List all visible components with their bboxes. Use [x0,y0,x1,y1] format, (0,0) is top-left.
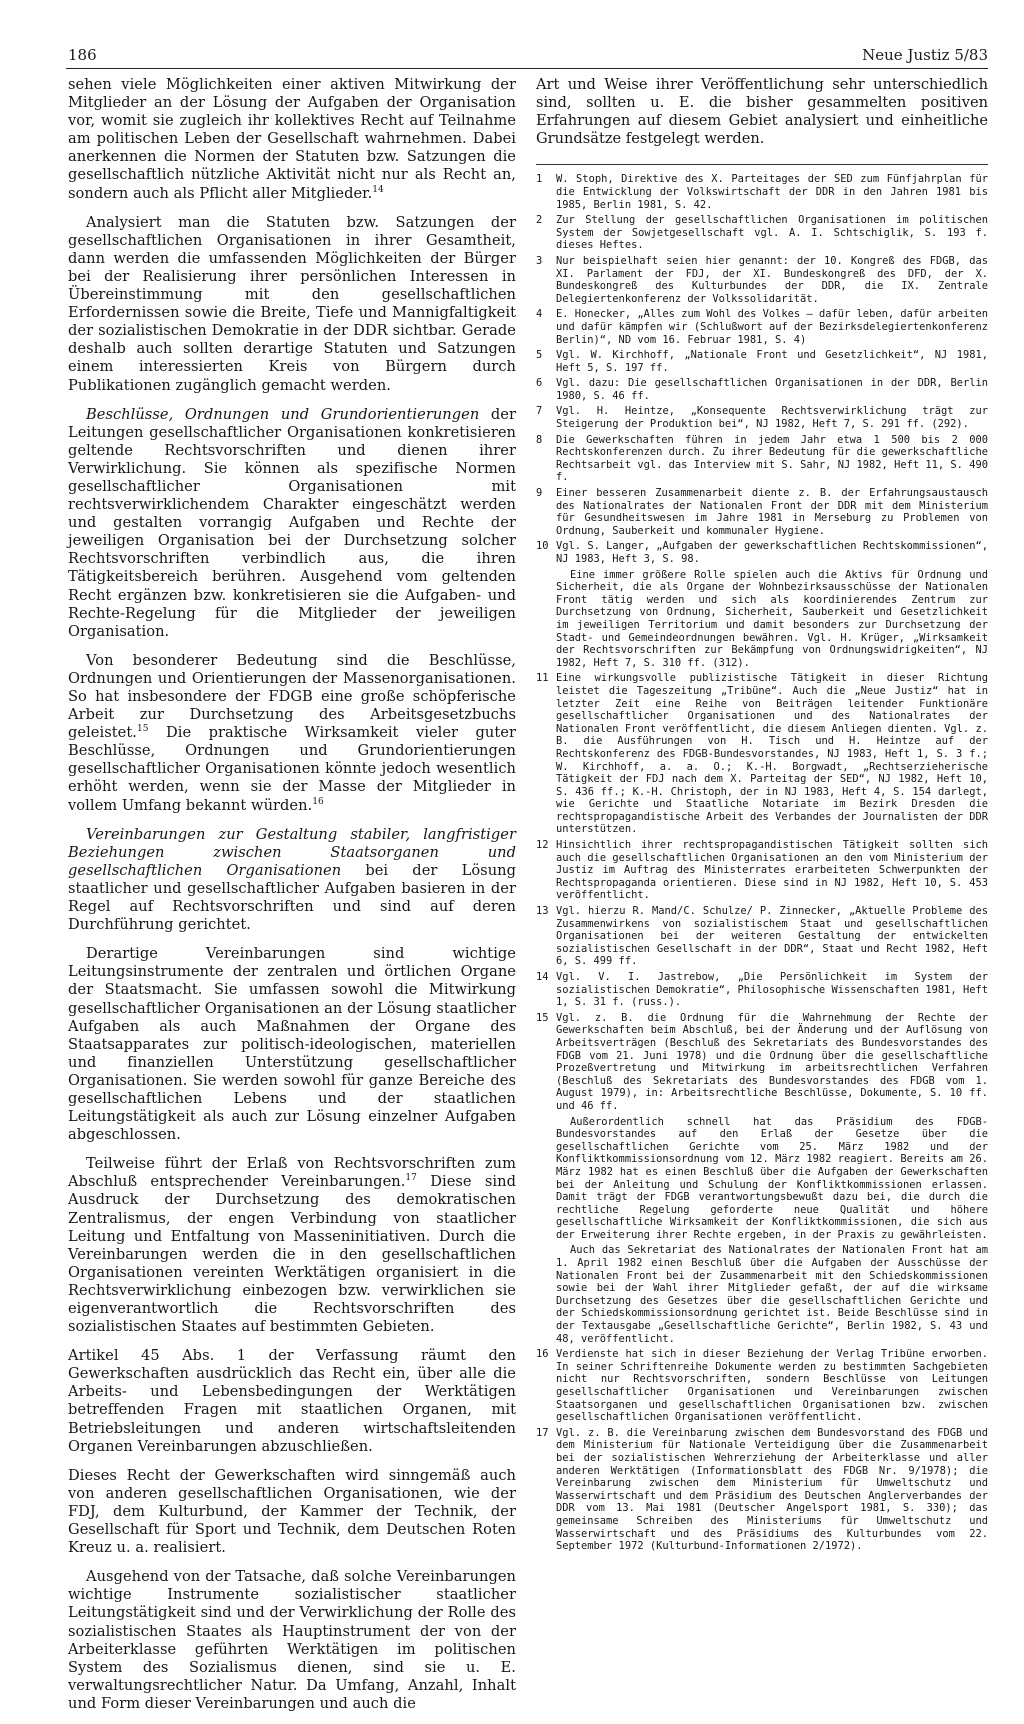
paragraph: Dieses Recht der Gewerkschaften wird sinngemäß auch von anderen gesellschaftlichen Organisationen, wie der FDJ, dem Kulturbund, der Kammer der Technik, der Gesellschaft für Sport und Technik, dem Deutschen Roten Kreuz u. a. realisiert. [68,1466,516,1557]
footnote-item [536,1012,988,1113]
footnote-text: Vgl. W. Kirchhoff, „Nationale Front und Gesetzlichkeit“, NJ 1981, Heft 5, S. 197 ff. [556,349,988,374]
footnote-number: 7 [536,405,543,418]
footnote-item [536,839,988,902]
journal-issue: Neue Justiz 5/83 [862,46,988,64]
footnote-item [536,434,988,484]
footnote-text: E. Honecker, „Alles zum Wohl des Volkes – dafür leben, dafür arbeiten und dafür kämpfen wir (Schlußwort auf der Bezirksdelegiertenkonferenz Berlin)“, ND vom 16. Februar 1981, S. 4) [556,308,988,346]
footnote-text: Hinsichtlich ihrer rechtspropagandistischen Tätigkeit sollten sich auch die gesellschaftlichen Organisationen an den vom Ministerium der Justiz im Auftrag des Ministerrates erarbeiteten Schwerpunkten der Rechtspropaganda orientieren. Diese sind in NJ 1982, Heft 10, S. 453 veröffentlicht. [556,839,988,902]
footnote-item [536,405,988,430]
page-number: 186 [68,46,97,64]
footnote-text: Zur Stellung der gesellschaftlichen Organisationen im politischen System der Sowjetgesellschaft vgl. A. I. Schtschiglik, S. 193 f. dieses Heftes. [556,214,988,252]
footnote-number: 1 [536,173,543,186]
continued-paragraph: Art und Weise ihrer Veröffentlichung sehr unterschiedlich sind, sollten u. E. die bisher gesammelten positiven Erfahrungen auf diesem Gebiet analysiert und einheitliche Grundsätze festgelegt werden. [536,76,988,148]
footnote-item [536,349,988,374]
footnote-number: 13 [536,905,549,918]
paragraph-lead: Vereinbarungen zur Gestaltung stabiler, langfristiger Beziehungen zwischen Staatsorganen und gesellschaftlichen Organisationen [68,825,516,879]
paragraph: Vereinbarungen zur Gestaltung stabiler, langfristiger Beziehungen zwischen Staatsorganen und gesellschaftlichen Organisationen bei der Lösung staatlicher und gesellschaftlicher Aufgaben basieren in der Regel auf Rechtsvorschriften und sind auf deren Durchführung gerichtet. [68,825,516,934]
footnote-number: 8 [536,433,543,446]
footnote-item [536,1427,988,1553]
footnotes [536,173,988,1552]
footnote-item [536,377,988,402]
footnote-number: 5 [536,349,543,362]
footnote-item [536,971,988,1009]
paragraph: Artikel 45 Abs. 1 der Verfassung räumt den Gewerkschaften ausdrücklich das Recht ein, über alle die Arbeits- und Lebensbedingungen der Werktätigen betreffenden Fragen mit staatlichen Organen, mit Betriebsleitungen und anderen wirtschaftsleitenden Organen Vereinbarungen abzuschließen. [68,1347,516,1455]
main-text-column [68,76,516,1724]
footnote-item [536,487,988,537]
footnote-item [536,255,988,305]
footnote-text: Vgl. V. I. Jastrebow, „Die Persönlichkeit im System der sozialistischen Demokratie“, Philosophische Wissenschaften 1981, Heft 1, S. 31 f. (russ.). [556,971,988,1009]
footnote-item [536,672,988,836]
footnote-continuation: Eine immer größere Rolle spielen auch die Aktivs für Ordnung und Sicherheit, die als Organe der Wohnbezirksausschüsse der Nationalen Front tätig werden und sich als koordinierendes Zentrum zur Durchsetzung von Ordnung, Sicherheit, Sauberkeit und Gesetzlichkeit im jeweiligen Territorium und damit besonders zur Durchsetzung der Stadt- und Gemeindeordnungen bewähren. Vgl. H. Krüger, „Wirksamkeit der Rechtsvorschriften zur Bekämpfung von Ordnungswidrigkeiten“, NJ 1982, Heft 7, S. 310 ff. (312). [556,568,988,669]
footnote-continuation: Auch das Sekretariat des Nationalrates der Nationalen Front hat am 1. April 1982 einen Beschluß über die Aufgaben der Ausschüsse der Nationalen Front bei der Zusammenarbeit mit den Schiedskommissionen sowie bei der Wahl ihrer Mitglieder gefaßt, der auf die wirksame Durchsetzung des Gesetzes über die gesellschaftlichen Gerichte und der Schiedskommissionsordnung gerichtet ist. Beide Beschlüsse sind in der Textausgabe „Gesellschaftliche Gerichte“, Berlin 1982, S. 43 und 48, veröffentlicht. [556,1244,988,1345]
header-rule [66,68,988,69]
footnote-text: Einer besseren Zusammenarbeit diente z. B. der Erfahrungsaustausch des Nationalrates der Nationalen Front der DDR mit dem Ministerium für Gesundheitswesen im Jahre 1981 in Merseburg zu Problemen von Ordnung, Sauberkeit und kommunaler Hygiene. [556,487,988,537]
footnote-item [536,173,988,211]
footnote-text: Vgl. S. Langer, „Aufgaben der gewerkschaftlichen Rechtskommissionen“, NJ 1983, Heft 3, S. 98. [556,540,988,565]
footnote-number: 16 [536,1348,549,1361]
footnote-number: 12 [536,839,549,852]
footnote-item [536,540,988,565]
footnote-number: 11 [536,672,549,685]
footnote-item [536,214,988,252]
footnote-text: Die Gewerkschaften führen in jedem Jahr etwa 1 500 bis 2 000 Rechtskonferenzen durch. Zu ihrer Bedeutung für die gewerkschaftliche Rechtsarbeit vgl. das Interview mit S. Sahr, NJ 1982, Heft 11, S. 490 f. [556,433,988,484]
paragraph-lead: Beschlüsse, Ordnungen und Grundorientierungen [86,405,480,423]
footnote-text: Eine wirkungsvolle publizistische Tätigkeit in dieser Richtung leistet die Tageszeitung „Tribüne“. Auch die „Neue Justiz“ hat in letzter Zeit eine Reihe von Beiträgen leitender Funktionäre gesellschaftlicher Organisationen und des Nationalrates der Nationalen Front veröffentlicht, die diesem Anliegen dienten. Vgl. z. B. die Ausführungen von H. Tisch und H. Heintze auf der Rechtskonferenz des FDGB-Bundesvorstandes, NJ 1983, Heft 1, S. 3 f.; W. Kirchhoff, a. a. O.; K.-H. Borgwadt, „Rechtserzieherische Tätigkeit der FDJ nach dem X. Parteitag der SED“, NJ 1982, Heft 10, S. 436 ff.; K.-H. Christoph, der in NJ 1983, Heft 4, S. 154 darlegt, wie Gerichte und Staatliche Notariate im Bezirk Dresden die rechtspropagandistische Arbeit des Verbandes der Journalisten der DDR unterstützen. [556,672,988,836]
paragraph: Ausgehend von der Tatsache, daß solche Vereinbarungen wichtige Instrumente sozialistischer staatlicher Leitungstätigkeit sind und der Verwirklichung der Rolle des sozialistischen Staates als Hauptinstrument der von der Arbeiterklasse geführten Werktätigen im politischen System des Sozialismus dienen, sind sie u. E. verwaltungsrechtlicher Natur. Da Umfang, Anzahl, Inhalt und Form dieser Vereinbarungen und auch die [68,1568,516,1712]
footnote-number: 14 [536,971,549,983]
footnote-text: Vgl. H. Heintze, „Konsequente Rechtsverwirklichung trägt zur Steigerung der Produktion bei“, NJ 1982, Heft 7, S. 291 ff. (292). [556,405,988,431]
paragraph: Analysiert man die Statuten bzw. Satzungen der gesellschaftlichen Organisationen in ihrer Gesamtheit, dann werden die umfassenden Möglichkeiten der Bürger bei der Realisierung ihrer persönlichen Interessen in Übereinstimmung mit den gesellschaftlichen Erfordernissen sowie die Breite, Tiefe und Mannigfaltigkeit der sozialistischen Demokratie in der DDR sichtbar. Gerade deshalb auch sollten derartige Statuten und Satzungen einem interessierten Kreis von Bürgern durch Publikationen zugänglich gemacht werden. [68,213,516,394]
footnote-text: Verdienste hat sich in dieser Beziehung der Verlag Tribüne erworben. In seiner Schriftenreihe Dokumente werden zu bestimmten Sachgebieten nicht nur Rechtsvorschriften, sondern Beschlüsse von Leitungen gesellschaftlicher Organisationen und Vereinbarungen zwischen Staatsorganen und gesellschaftlichen Organisationen bzw. zwischen gesellschaftlichen Organisationen veröffentlicht. [556,1348,988,1424]
footnote-number: 15 [536,1011,549,1024]
footnote-rule [536,164,988,165]
footnote-text: Nur beispielhaft seien hier genannt: der 10. Kongreß des FDGB, das XI. Parlament der FDJ, der XI. Bundeskongreß des DFD, der X. Bundeskongreß des Kulturbundes der DDR, die IX. Zentrale Delegiertenkonferenz der Volkssolidarität. [556,254,988,305]
footnote-continuation: Außerordentlich schnell hat das Präsidium des FDGB-Bundesvorstandes auf den Erlaß der Gesetze über die gesellschaftlichen Gerichte vom 25. März 1982 und der Konfliktkommissionsordnung vom 12. März 1982 reagiert. Bereits am 26. März 1982 hat es einen Beschluß über die Aufgaben der Gewerkschaften bei der Anleitung und Schulung der Konfliktkommissionen erlassen. Damit trägt der FDGB verantwortungsbewußt dazu bei, die durch die rechtliche Regelung geforderte neue Qualität und höhere gesellschaftliche Wirksamkeit der Konfliktkommissionen, die sich aus der Erweiterung ihrer Rechte ergeben, in der Praxis zu gewährleisten. [556,1115,988,1241]
footnote-text: W. Stoph, Direktive des X. Parteitages der SED zum Fünfjahrplan für die Entwicklung der Volkswirtschaft der DDR in den Jahren 1981 bis 1985, Berlin 1981, S. 42. [556,173,988,211]
paragraph: Derartige Vereinbarungen sind wichtige Leitungsinstrumente der zentralen und örtlichen Organe der Staatsmacht. Sie umfassen sowohl die Mitwirkung gesellschaftlicher Organisationen an der Lösung staatlicher Aufgaben als auch Maßnahmen der Organe des Staatsapparates zur politisch-ideologischen, materiellen und finanziellen Unterstützung gesellschaftlicher Organisationen. Sie werden sowohl für ganze Bereiche des gesellschaftlichen Lebens und der staatlichen Leitungstätigkeit als auch zur Lösung einzelner Aufgaben abgeschlossen. [68,945,516,1144]
footnote-number: 3 [536,254,543,267]
footnote-number: 10 [536,540,549,553]
footnote-text: Vgl. hierzu R. Mand/C. Schulze/ P. Zinnecker, „Aktuelle Probleme des Zusammenwirkens von sozialistischem Staat und gesellschaftlichen Organisationen bei der weiteren Gestaltung der entwickelten sozialistischen Gesellschaft in der DDR“, Staat und Recht 1982, Heft 6, S. 499 ff. [556,905,988,968]
footnote-text: Vgl. z. B. die Ordnung für die Wahrnehmung der Rechte der Gewerkschaften beim Abschluß, bei der Änderung und der Auflösung von Arbeitsverträgen (Beschluß des Sekretariats des Bundesvorstandes des FDGB vom 21. Juni 1978) und die Ordnung über die gesellschaftliche Prozeßvertretung und Mitwirkung im arbeitsrechtlichen Verfahren (Beschluß des Sekretariats des Bundesvorstandes des FDGB vom 1. August 1979), in: Arbeitsrechtliche Beschlüsse, Dokumente, S. 10 ff. und 46 ff. [556,1011,988,1112]
footnote-item [536,308,988,346]
footnote-number: 6 [536,377,543,390]
paragraph: Von besonderer Bedeutung sind die Beschlüsse, Ordnungen und Orientierungen der Massenorganisationen. So hat insbesondere der FDGB eine große schöpferische Arbeit zur Durchsetzung des Arbeitsgesetzbuchs geleistet.$^{15}$ Die praktische Wirksamkeit vieler guter Beschlüsse, Ordnungen und Grundorientierungen gesellschaftlicher Organisationen könnte jedoch wesentlich erhöht werden, wenn sie der Masse der Mitglieder in vollem Umfang bekannt würden.$^{16}$ [68,651,516,814]
paragraph: Teilweise führt der Erlaß von Rechtsvorschriften zum Abschluß entsprechender Vereinbarungen.$^{17}$ Diese sind Ausdruck der Durchsetzung des demokratischen Zentralismus, der engen Verbindung von staatlicher Leitung und Entfaltung von Masseninitiativen. Durch die Vereinbarungen werden die in den gesellschaftlichen Organisationen vereinten Werktätigen organisiert in die Rechtsverwirklichung einbezogen bzw. verwirklichen sie eigenverantwortlich die Rechtsvorschriften des sozialistischen Staates auf bestimmten Gebieten. [68,1155,516,1336]
footnote-number: 9 [536,487,543,500]
footnote-number: 2 [536,214,543,227]
footnote-text: Vgl. dazu: Die gesellschaftlichen Organisationen in der DDR, Berlin 1980, S. 46 ff. [556,377,988,402]
footnote-number: 4 [536,308,543,321]
paragraph: sehen viele Möglichkeiten einer aktiven Mitwirkung der Mitglieder an der Lösung der Aufgaben der Organisation vor, womit sie zugleich ihr kollektives Recht auf Teilnahme am politischen Leben der Gesellschaft wahrnehmen. Dabei anerkennen die Normen der Statuten bzw. Satzungen die gesellschaftlich nützliche Aktivität nicht nur als Recht an, sondern auch als Pflicht aller Mitglieder.$^{14}$ [68,76,516,202]
paragraph: Beschlüsse, Ordnungen und Grundorientierungen der Leitungen gesellschaftlicher Organisationen konkretisieren geltende Rechtsvorschriften und dienen ihrer Verwirklichung. Sie können als spezifische Normen gesellschaftlicher Organisationen mit rechtsverwirklichendem Charakter eingeschätzt werden und gestalten vorrangig Aufgaben und Rechte der jeweiligen Organisation bei der Durchsetzung solcher Rechtsvorschriften verbindlich aus, die ihren Tätigkeitsbereich berühren. Ausgehend vom geltenden Recht ergänzen bzw. konkretisieren sie die Aufgaben- und Rechte-Regelung für die Mitglieder der jeweiligen Organisation. [68,405,517,640]
footnote-item [536,1348,988,1424]
right-column [536,76,988,1556]
footnote-text: Vgl. z. B. die Vereinbarung zwischen dem Bundesvorstand des FDGB und dem Ministerium für Nationale Verteidigung über die Zusammenarbeit bei der sozialistischen Wehrerziehung der Arbeiterklasse und aller anderen Werktätigen (Informationsblatt des FDGB Nr. 9/1978); die Vereinbarung zwischen dem Ministerium für Umweltschutz und Wasserwirtschaft und dem Präsidium des Deutschen Anglerverbandes der DDR vom 13. Mai 1981 (Deutscher Angelsport 1981, S. 330); das gemeinsame Schreiben des Ministeriums für Umweltschutz und Wasserwirtschaft und des Präsidiums des Kulturbundes vom 22. September 1972 (Kulturbund-Informationen 2/1972). [556,1426,988,1553]
footnote-item [536,905,988,968]
footnote-number: 17 [536,1426,549,1439]
